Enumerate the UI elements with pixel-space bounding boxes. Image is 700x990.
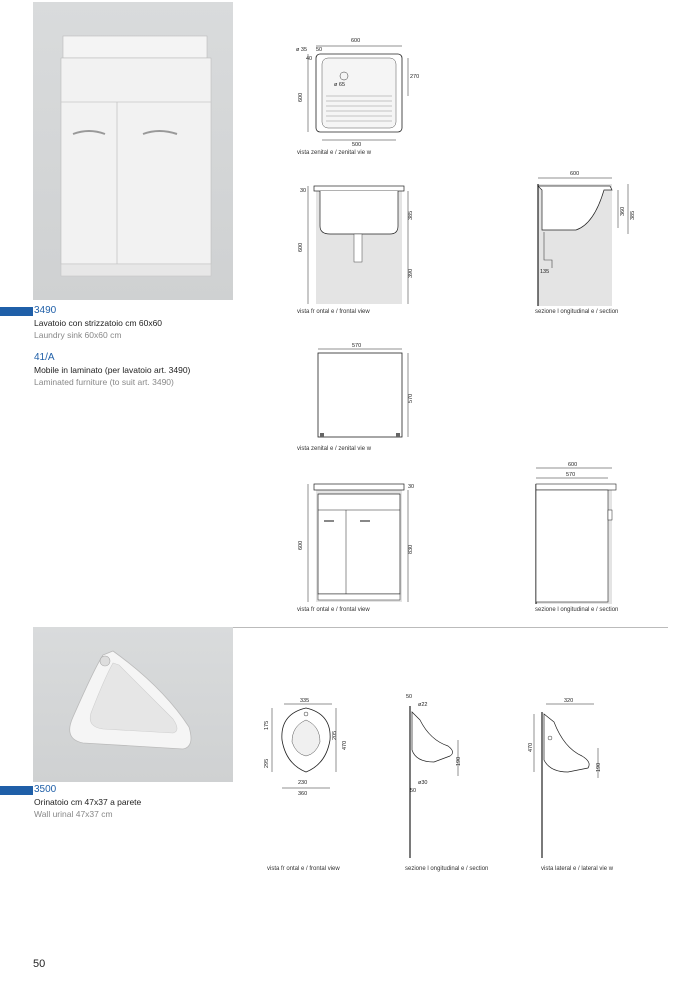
urinal-section-drawing [400,690,470,860]
dim-label: 50 [406,694,413,700]
dim-label: 205 [332,730,338,740]
dim-label: 600 [298,92,304,102]
dim-label: 830 [408,544,414,554]
dim-label: 295 [264,758,270,768]
dim-label: ø30 [418,780,428,786]
product-code: 3500 [34,784,57,795]
dim-label: ø 35 [296,47,308,53]
dim-label: 385 [408,210,414,220]
view-caption: sezione l ongitudinal e / section [535,309,619,315]
view-caption: vista zenital e / zenital vie w [297,150,372,156]
dim-label: 40 [306,56,313,62]
dim-label: 570 [352,343,362,349]
sink-top-view-drawing [296,36,420,156]
view-caption: vista fr ontal e / frontal view [297,309,370,315]
dim-label: 135 [540,269,550,275]
view-caption: vista fr ontal e / frontal view [297,607,370,613]
dim-label: 360 [620,206,626,216]
page-number: 50 [33,958,46,970]
urinal-illustration [33,627,233,782]
dim-label: 600 [351,38,361,44]
view-caption: vista lateral e / lateral vie w [541,866,614,872]
cabinet-section-drawing [530,460,640,610]
dim-label: 190 [596,762,602,772]
view-caption: sezione l ongitudinal e / section [405,866,489,872]
dim-label: 320 [564,698,574,704]
view-caption: vista zenital e / zenital vie w [297,446,372,452]
dim-label: 470 [528,742,534,752]
section-divider [233,627,668,628]
urinal-photo [33,627,233,782]
view-caption: sezione l ongitudinal e / section [535,607,619,613]
dim-label: 50 [410,788,417,794]
dim-label: 570 [566,472,576,478]
dim-label: 360 [298,791,308,797]
product-code: 41/A [34,352,55,363]
product-subtitle: Laminated furniture (to suit art. 3490) [34,377,174,387]
dim-label: 600 [298,242,304,252]
dim-label: 30 [408,484,415,490]
urinal-side-view-drawing [528,698,618,860]
dim-label: 270 [410,74,420,80]
dim-label: 600 [298,540,304,550]
product-code-bar [0,307,33,316]
dim-label: 600 [570,171,580,177]
dim-label: 390 [408,268,414,278]
dim-label: 600 [568,462,578,468]
dim-label: 570 [408,393,414,403]
laundry-sink-illustration [33,2,233,300]
dim-label: 175 [264,720,270,730]
dim-label: 500 [352,142,362,148]
sink-front-view-drawing [296,182,416,307]
dim-label: 30 [300,188,307,194]
dim-label: 190 [456,756,462,766]
view-caption: vista fr ontal e / frontal view [267,866,340,872]
product-title: Mobile in laminato (per lavatoio art. 3490) [34,365,191,375]
sink-section-drawing [530,172,650,307]
product-code: 3490 [34,305,57,316]
dim-label: 470 [342,740,348,750]
dim-label: 50 [316,47,323,53]
dim-label: 230 [298,780,308,786]
dim-label: 335 [300,698,310,704]
product-subtitle: Laundry sink 60x60 cm [34,330,122,340]
product-code-bar [0,786,33,795]
product-subtitle: Wall urinal 47x37 cm [34,809,113,819]
laundry-sink-photo [33,2,233,300]
dim-label: 385 [630,210,636,220]
cabinet-top-view-drawing [310,345,420,445]
product-title: Orinatoio cm 47x37 a parete [34,797,142,807]
cabinet-front-view-drawing [296,480,416,605]
dim-label: ø22 [418,702,428,708]
urinal-front-view-drawing [262,694,352,804]
dim-label: ø 65 [334,82,346,88]
product-title: Lavatoio con strizzatoio cm 60x60 [34,318,163,328]
